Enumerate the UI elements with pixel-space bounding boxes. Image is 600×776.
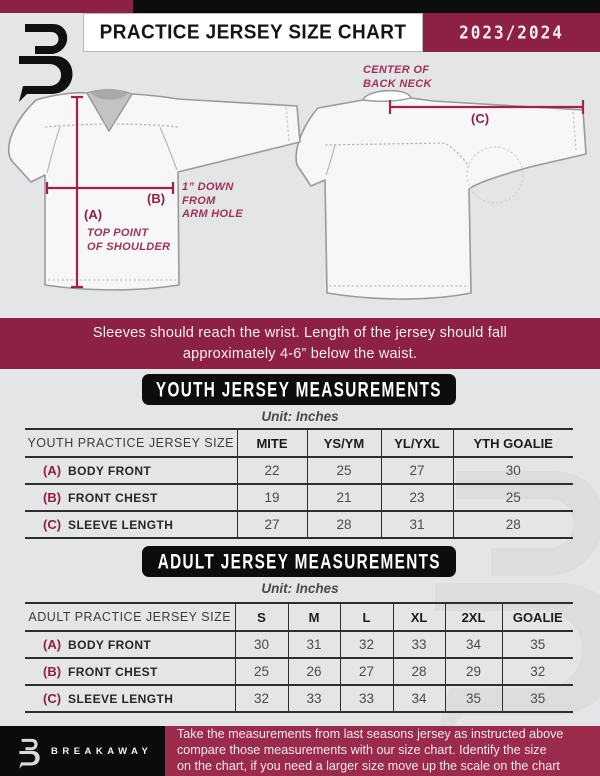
footer-note (165, 726, 600, 776)
label-a-desc: TOP POINT OF SHOULDER (87, 227, 171, 253)
label-a: (A) (84, 207, 103, 222)
adult-table-header-row: ADULT PRACTICE JERSEY SIZE S M L XL 2XL GOALIE (25, 603, 573, 631)
youth-size-table (25, 428, 573, 539)
footer-note-line3: on the chart, if you need a larger size move up the scale on the chart (177, 758, 560, 773)
table-row: (B) FRONT CHEST 25 26 27 28 29 32 (25, 658, 573, 685)
footer-brand-block (0, 726, 165, 776)
adult-unit-label: Unit: Inches (261, 581, 339, 596)
table-row: (A) BODY FRONT 30 31 32 33 34 35 (25, 631, 573, 658)
jersey-diagram-area (0, 55, 600, 318)
youth-section-heading: YOUTH JERSEY MEASUREMENTS (142, 374, 456, 405)
table-row: (C) SLEEVE LENGTH 32 33 33 34 35 35 (25, 685, 573, 712)
breakaway-b-logo-small-icon (18, 732, 42, 770)
banner-line2: approximately 4-6” below the waist. (182, 345, 418, 362)
footer-note-line2: compare those measurements with our size chart. Identify the size (177, 743, 547, 758)
adult-size-table (25, 602, 573, 713)
label-b-desc: 1” DOWN FROM ARM HOLE (182, 181, 244, 220)
banner-line1: Sleeves should reach the wrist. Length of the jersey should fall (92, 324, 508, 341)
youth-table-header-row: YOUTH PRACTICE JERSEY SIZE MITE YS/YM YL/YXL YTH GOALIE (25, 429, 573, 457)
adult-section-heading: ADULT JERSEY MEASUREMENTS (142, 546, 456, 577)
instruction-banner (0, 318, 600, 369)
table-row: (A) BODY FRONT 22 25 27 30 (25, 457, 573, 484)
page-title: PRACTICE JERSEY SIZE CHART (99, 20, 407, 43)
breakaway-b-logo-icon (17, 6, 77, 106)
footer-note-line1: Take the measurements from last seasons jersey as instructed above (177, 727, 564, 742)
table-row: (C) SLEEVE LENGTH 27 28 31 28 (25, 511, 573, 538)
youth-unit-label: Unit: Inches (261, 409, 339, 424)
brand-name: BREAKAWAY (51, 745, 153, 757)
top-strip (0, 0, 600, 13)
table-row: (B) FRONT CHEST 19 21 23 25 (25, 484, 573, 511)
label-b: (B) (147, 191, 166, 206)
season-label: 2023/2024 (459, 22, 564, 43)
title-box (83, 13, 423, 52)
label-c: (C) (471, 111, 490, 126)
jersey-back-diagram (295, 55, 600, 318)
season-badge (423, 13, 600, 52)
neck-label: CENTER OF BACK NECK (363, 64, 432, 90)
